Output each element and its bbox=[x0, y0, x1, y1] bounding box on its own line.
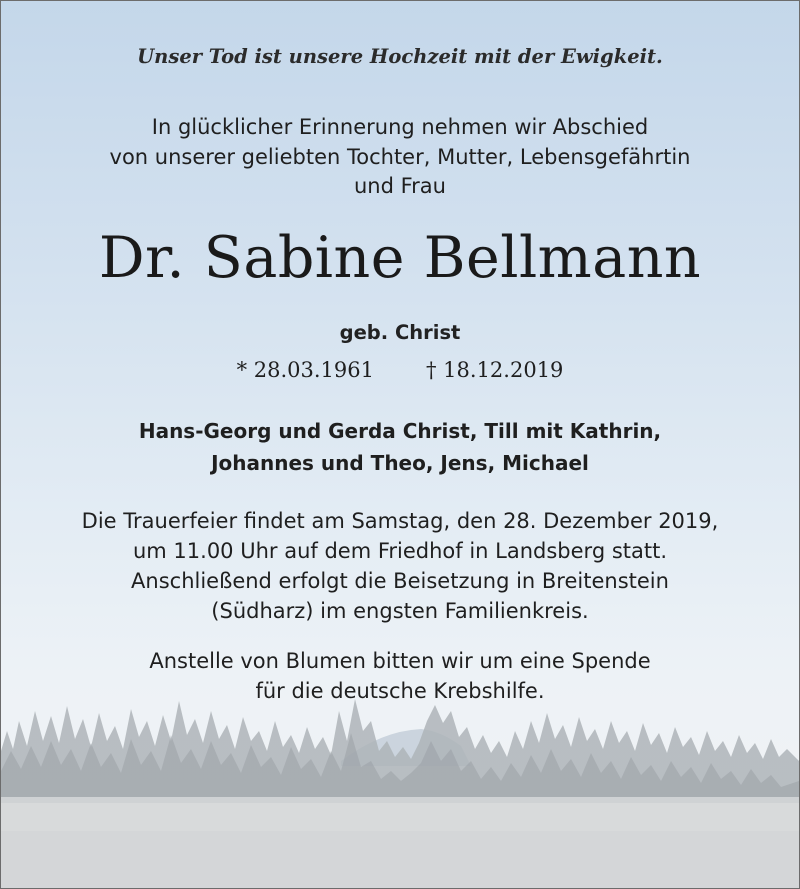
maiden-name: geb. Christ bbox=[339, 321, 461, 344]
ceremony-line-4: (Südharz) im engsten Familienkreis. bbox=[211, 599, 589, 623]
mourners-line-2: Johannes und Theo, Jens, Michael bbox=[211, 451, 589, 475]
donation-line-1: Anstelle von Blumen bitten wir um eine Spende bbox=[149, 649, 651, 673]
intro-line-1: In glücklicher Erinnerung nehmen wir Abschied bbox=[151, 115, 649, 139]
ceremony-line-2: um 11.00 Uhr auf dem Friedhof in Landsberg statt. bbox=[132, 539, 668, 563]
ceremony-line-3: Anschließend erfolgt die Beisetzung in Breitenstein bbox=[131, 569, 669, 593]
deceased-name: Dr. Sabine Bellmann bbox=[98, 225, 702, 291]
ceremony-line-1: Die Trauerfeier findet am Samstag, den 28. Dezember 2019, bbox=[81, 509, 719, 533]
life-dates bbox=[1, 358, 799, 382]
forest-field-background bbox=[1, 691, 799, 888]
intro-line-3: und Frau bbox=[354, 174, 446, 198]
birth-date: * 28.03.1961 bbox=[236, 358, 374, 382]
death-date: † 18.12.2019 bbox=[426, 358, 564, 382]
intro-line-2: von unserer geliebten Tochter, Mutter, Lebensgefährtin bbox=[109, 145, 691, 169]
donation-line-2: für die deutsche Krebshilfe. bbox=[255, 679, 545, 703]
mourners-line-1: Hans-Georg und Gerda Christ, Till mit Kathrin, bbox=[138, 419, 662, 443]
motto: Unser Tod ist unsere Hochzeit mit der Ewigkeit. bbox=[137, 45, 663, 68]
